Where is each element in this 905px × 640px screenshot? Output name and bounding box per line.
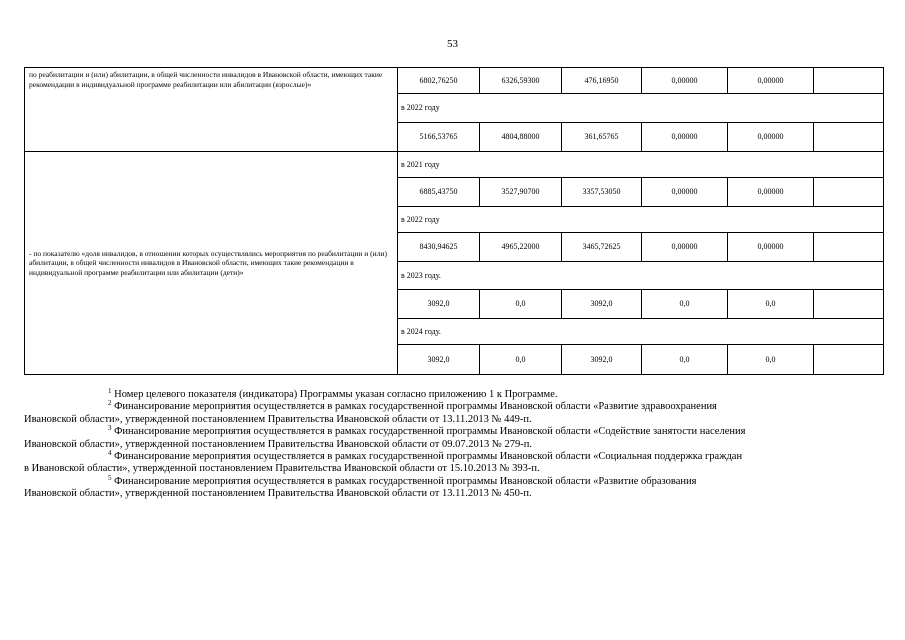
table-cell: 476,16950 bbox=[562, 68, 642, 94]
footnote-3 bbox=[88, 426, 883, 438]
footnote-text: Номер целевого показателя (индикатора) Программы указан согласно приложению 1 к Программе. bbox=[114, 389, 558, 400]
table-cell: 6802,76250 bbox=[398, 68, 480, 94]
table-cell: 361,65765 bbox=[562, 123, 642, 152]
footnote-mark: 3 bbox=[108, 424, 112, 433]
footnote-5-continuation: Ивановской области», утвержденной постановлением Правительства Ивановской области от 13.11.2013 № 450-п. bbox=[24, 488, 532, 500]
year-label: в 2021 году bbox=[398, 152, 884, 178]
indicator-description-adults: по реабилитации и (или) абилитации, в общей численности инвалидов в Ивановской области, имеющих такие рекомендации в индивидуальной программе реабилитации или абилитации (взрослые)» bbox=[25, 68, 398, 152]
table-cell bbox=[814, 345, 884, 375]
table-cell: 0,00000 bbox=[728, 123, 814, 152]
table-cell: 0,0 bbox=[728, 345, 814, 375]
table-cell: 4965,22000 bbox=[480, 233, 562, 262]
table-cell: 0,0 bbox=[642, 290, 728, 319]
footnote-mark: 2 bbox=[108, 399, 112, 408]
footnote-mark: 1 bbox=[108, 387, 112, 395]
footnote-text: Финансирование мероприятия осуществляется в рамках государственной программы Ивановской области «Развитие здравоохранения bbox=[114, 401, 717, 413]
footnote-4-continuation: в Ивановской области», утвержденной постановлением Правительства Ивановской области от 15.10.2013 № 393-п. bbox=[24, 463, 540, 475]
footnotes bbox=[24, 387, 883, 501]
table-cell: 3092,0 bbox=[398, 290, 480, 319]
footnote-1 bbox=[108, 389, 883, 401]
footnote-mark: 4 bbox=[108, 449, 112, 458]
year-label: в 2023 году. bbox=[398, 262, 884, 290]
table-cell bbox=[814, 68, 884, 94]
table-cell: 3092,0 bbox=[398, 345, 480, 375]
table-cell: 0,00000 bbox=[642, 68, 728, 94]
footnote-text: Финансирование мероприятия осуществляется в рамках государственной программы Ивановской области «Содействие занятости населения bbox=[114, 426, 746, 438]
indicator-description-children: - по показателю «доля инвалидов, в отношении которых осуществлялись мероприятия по реабилитации и (или) абилитации, в общей численности инвалидов в Ивановской области, имеющих такие рекомендации в индивидуальной программе реабилитации или абилитации (дети)» bbox=[25, 152, 398, 375]
table-cell: 5166,53765 bbox=[398, 123, 480, 152]
footnote-5 bbox=[88, 473, 883, 488]
table-cell: 3465,72625 bbox=[562, 233, 642, 262]
table-cell: 6885,43750 bbox=[398, 178, 480, 207]
year-label: в 2022 году bbox=[398, 94, 884, 123]
year-label: в 2024 году. bbox=[398, 319, 884, 345]
table-row bbox=[25, 68, 884, 94]
table-cell: 0,00000 bbox=[642, 123, 728, 152]
table-cell: 4804,88000 bbox=[480, 123, 562, 152]
page-number: 53 bbox=[447, 38, 458, 50]
table-cell: 0,00000 bbox=[728, 178, 814, 207]
table-cell: 0,00000 bbox=[728, 68, 814, 94]
table-cell bbox=[814, 123, 884, 152]
table-cell: 3527,90700 bbox=[480, 178, 562, 207]
footnote-4 bbox=[88, 451, 883, 463]
table-cell: 3092,0 bbox=[562, 345, 642, 375]
table-cell: 6326,59300 bbox=[480, 68, 562, 94]
table-cell: 0,0 bbox=[480, 345, 562, 375]
table-row bbox=[25, 152, 884, 178]
table-cell: 0,00000 bbox=[728, 233, 814, 262]
footnote-mark: 5 bbox=[108, 473, 112, 482]
table-cell: 0,00000 bbox=[642, 233, 728, 262]
table-cell: 3357,53050 bbox=[562, 178, 642, 207]
table-cell: 0,00000 bbox=[642, 178, 728, 207]
table-cell: 0,0 bbox=[728, 290, 814, 319]
table-cell bbox=[814, 178, 884, 207]
footnote-text: Финансирование мероприятия осуществляется в рамках государственной программы Ивановской области «Развитие образования bbox=[114, 475, 697, 487]
table-cell: 3092,0 bbox=[562, 290, 642, 319]
financing-table bbox=[24, 67, 884, 375]
table-cell: 0,0 bbox=[480, 290, 562, 319]
footnote-2 bbox=[88, 401, 883, 413]
footnote-text: Финансирование мероприятия осуществляется в рамках государственной программы Ивановской области «Социальная поддержка граждан bbox=[114, 451, 743, 463]
table-cell: 0,0 bbox=[642, 345, 728, 375]
table-cell bbox=[814, 290, 884, 319]
footnote-2-continuation: Ивановской области», утвержденной постановлением Правительства Ивановской области от 13.11.2013 № 449-п. bbox=[24, 413, 532, 425]
table-cell: 8430,94625 bbox=[398, 233, 480, 262]
table-cell bbox=[814, 233, 884, 262]
footnote-3-continuation: Ивановской области», утвержденной постановлением Правительства Ивановской области от 09.07.2013 № 279-п. bbox=[24, 438, 533, 450]
year-label: в 2022 году bbox=[398, 207, 884, 233]
